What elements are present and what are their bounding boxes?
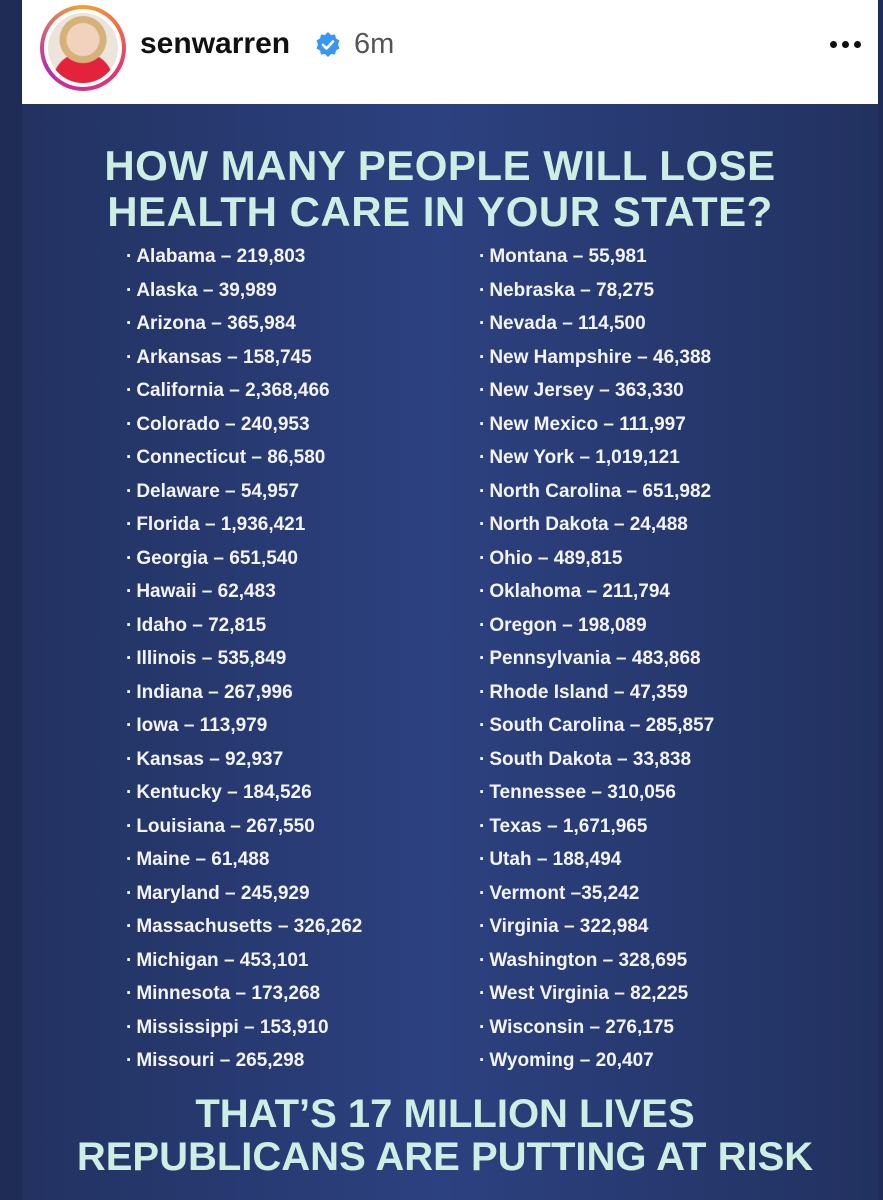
graphic-footer — [20, 1093, 870, 1179]
state-item: · Georgia – 651,540 — [126, 542, 362, 576]
state-item: · New Mexico – 111,997 — [479, 408, 714, 442]
state-item: · Wisconsin – 276,175 — [479, 1011, 714, 1045]
state-item: · Illinois – 535,849 — [126, 642, 362, 676]
state-item: · Alabama – 219,803 — [126, 240, 362, 274]
states-list-right — [479, 240, 714, 1078]
state-item: · Massachusetts – 326,262 — [126, 910, 362, 944]
state-item: · South Carolina – 285,857 — [479, 709, 714, 743]
more-options-icon[interactable] — [830, 35, 870, 51]
state-item: · Missouri – 265,298 — [126, 1044, 362, 1078]
state-item: · Maryland – 245,929 — [126, 877, 362, 911]
state-item: · Nebraska – 78,275 — [479, 274, 714, 308]
state-item: · Florida – 1,936,421 — [126, 508, 362, 542]
state-item: · Utah – 188,494 — [479, 843, 714, 877]
state-item: · Idaho – 72,815 — [126, 609, 362, 643]
state-item: · Washington – 328,695 — [479, 944, 714, 978]
footer-line-1: THAT’S 17 MILLION LIVES — [195, 1092, 695, 1136]
state-item: · Oregon – 198,089 — [479, 609, 714, 643]
state-item: · Rhode Island – 47,359 — [479, 676, 714, 710]
post-header — [22, 0, 878, 104]
state-item: · Iowa – 113,979 — [126, 709, 362, 743]
story-ring[interactable] — [40, 5, 126, 91]
states-list-left — [126, 240, 362, 1078]
state-item: · West Virginia – 82,225 — [479, 977, 714, 1011]
state-item: · Connecticut – 86,580 — [126, 441, 362, 475]
state-item: · Alaska – 39,989 — [126, 274, 362, 308]
verified-badge-icon — [314, 31, 342, 59]
state-item: · South Dakota – 33,838 — [479, 743, 714, 777]
title-line-1: HOW MANY PEOPLE WILL LOSE — [104, 142, 776, 189]
screen-border-right — [878, 0, 883, 1200]
username[interactable]: senwarren — [140, 27, 291, 60]
state-item: · New Jersey – 363,330 — [479, 374, 714, 408]
state-item: · Pennsylvania – 483,868 — [479, 642, 714, 676]
state-item: · New Hampshire – 46,388 — [479, 341, 714, 375]
state-item: · Delaware – 54,957 — [126, 475, 362, 509]
state-item: · Wyoming – 20,407 — [479, 1044, 714, 1078]
state-item: · Louisiana – 267,550 — [126, 810, 362, 844]
state-item: · Oklahoma – 211,794 — [479, 575, 714, 609]
state-item: · Texas – 1,671,965 — [479, 810, 714, 844]
state-item: · Montana – 55,981 — [479, 240, 714, 274]
state-item: · Minnesota – 173,268 — [126, 977, 362, 1011]
state-item: · Michigan – 453,101 — [126, 944, 362, 978]
state-item: · Arkansas – 158,745 — [126, 341, 362, 375]
avatar-gap — [44, 9, 122, 87]
state-item: · North Dakota – 24,488 — [479, 508, 714, 542]
state-item: · North Carolina – 651,982 — [479, 475, 714, 509]
footer-line-2: REPUBLICANS ARE PUTTING AT RISK — [76, 1135, 814, 1179]
state-item: · Vermont –35,242 — [479, 877, 714, 911]
state-item: · New York – 1,019,121 — [479, 441, 714, 475]
state-item: · Mississippi – 153,910 — [126, 1011, 362, 1045]
post-time: 6m — [354, 28, 395, 60]
screen-border-left — [0, 0, 22, 1200]
state-item: · Ohio – 489,815 — [479, 542, 714, 576]
state-item: · Kentucky – 184,526 — [126, 776, 362, 810]
state-item: · Tennessee – 310,056 — [479, 776, 714, 810]
graphic-title — [30, 143, 850, 235]
state-item: · Virginia – 322,984 — [479, 910, 714, 944]
state-item: · Arizona – 365,984 — [126, 307, 362, 341]
state-item: · Kansas – 92,937 — [126, 743, 362, 777]
state-item: · Indiana – 267,996 — [126, 676, 362, 710]
state-item: · Maine – 61,488 — [126, 843, 362, 877]
state-item: · Nevada – 114,500 — [479, 307, 714, 341]
avatar[interactable] — [48, 13, 118, 83]
state-item: · California – 2,368,466 — [126, 374, 362, 408]
state-item: · Colorado – 240,953 — [126, 408, 362, 442]
state-item: · Hawaii – 62,483 — [126, 575, 362, 609]
title-line-2: HEALTH CARE IN YOUR STATE? — [107, 188, 773, 235]
